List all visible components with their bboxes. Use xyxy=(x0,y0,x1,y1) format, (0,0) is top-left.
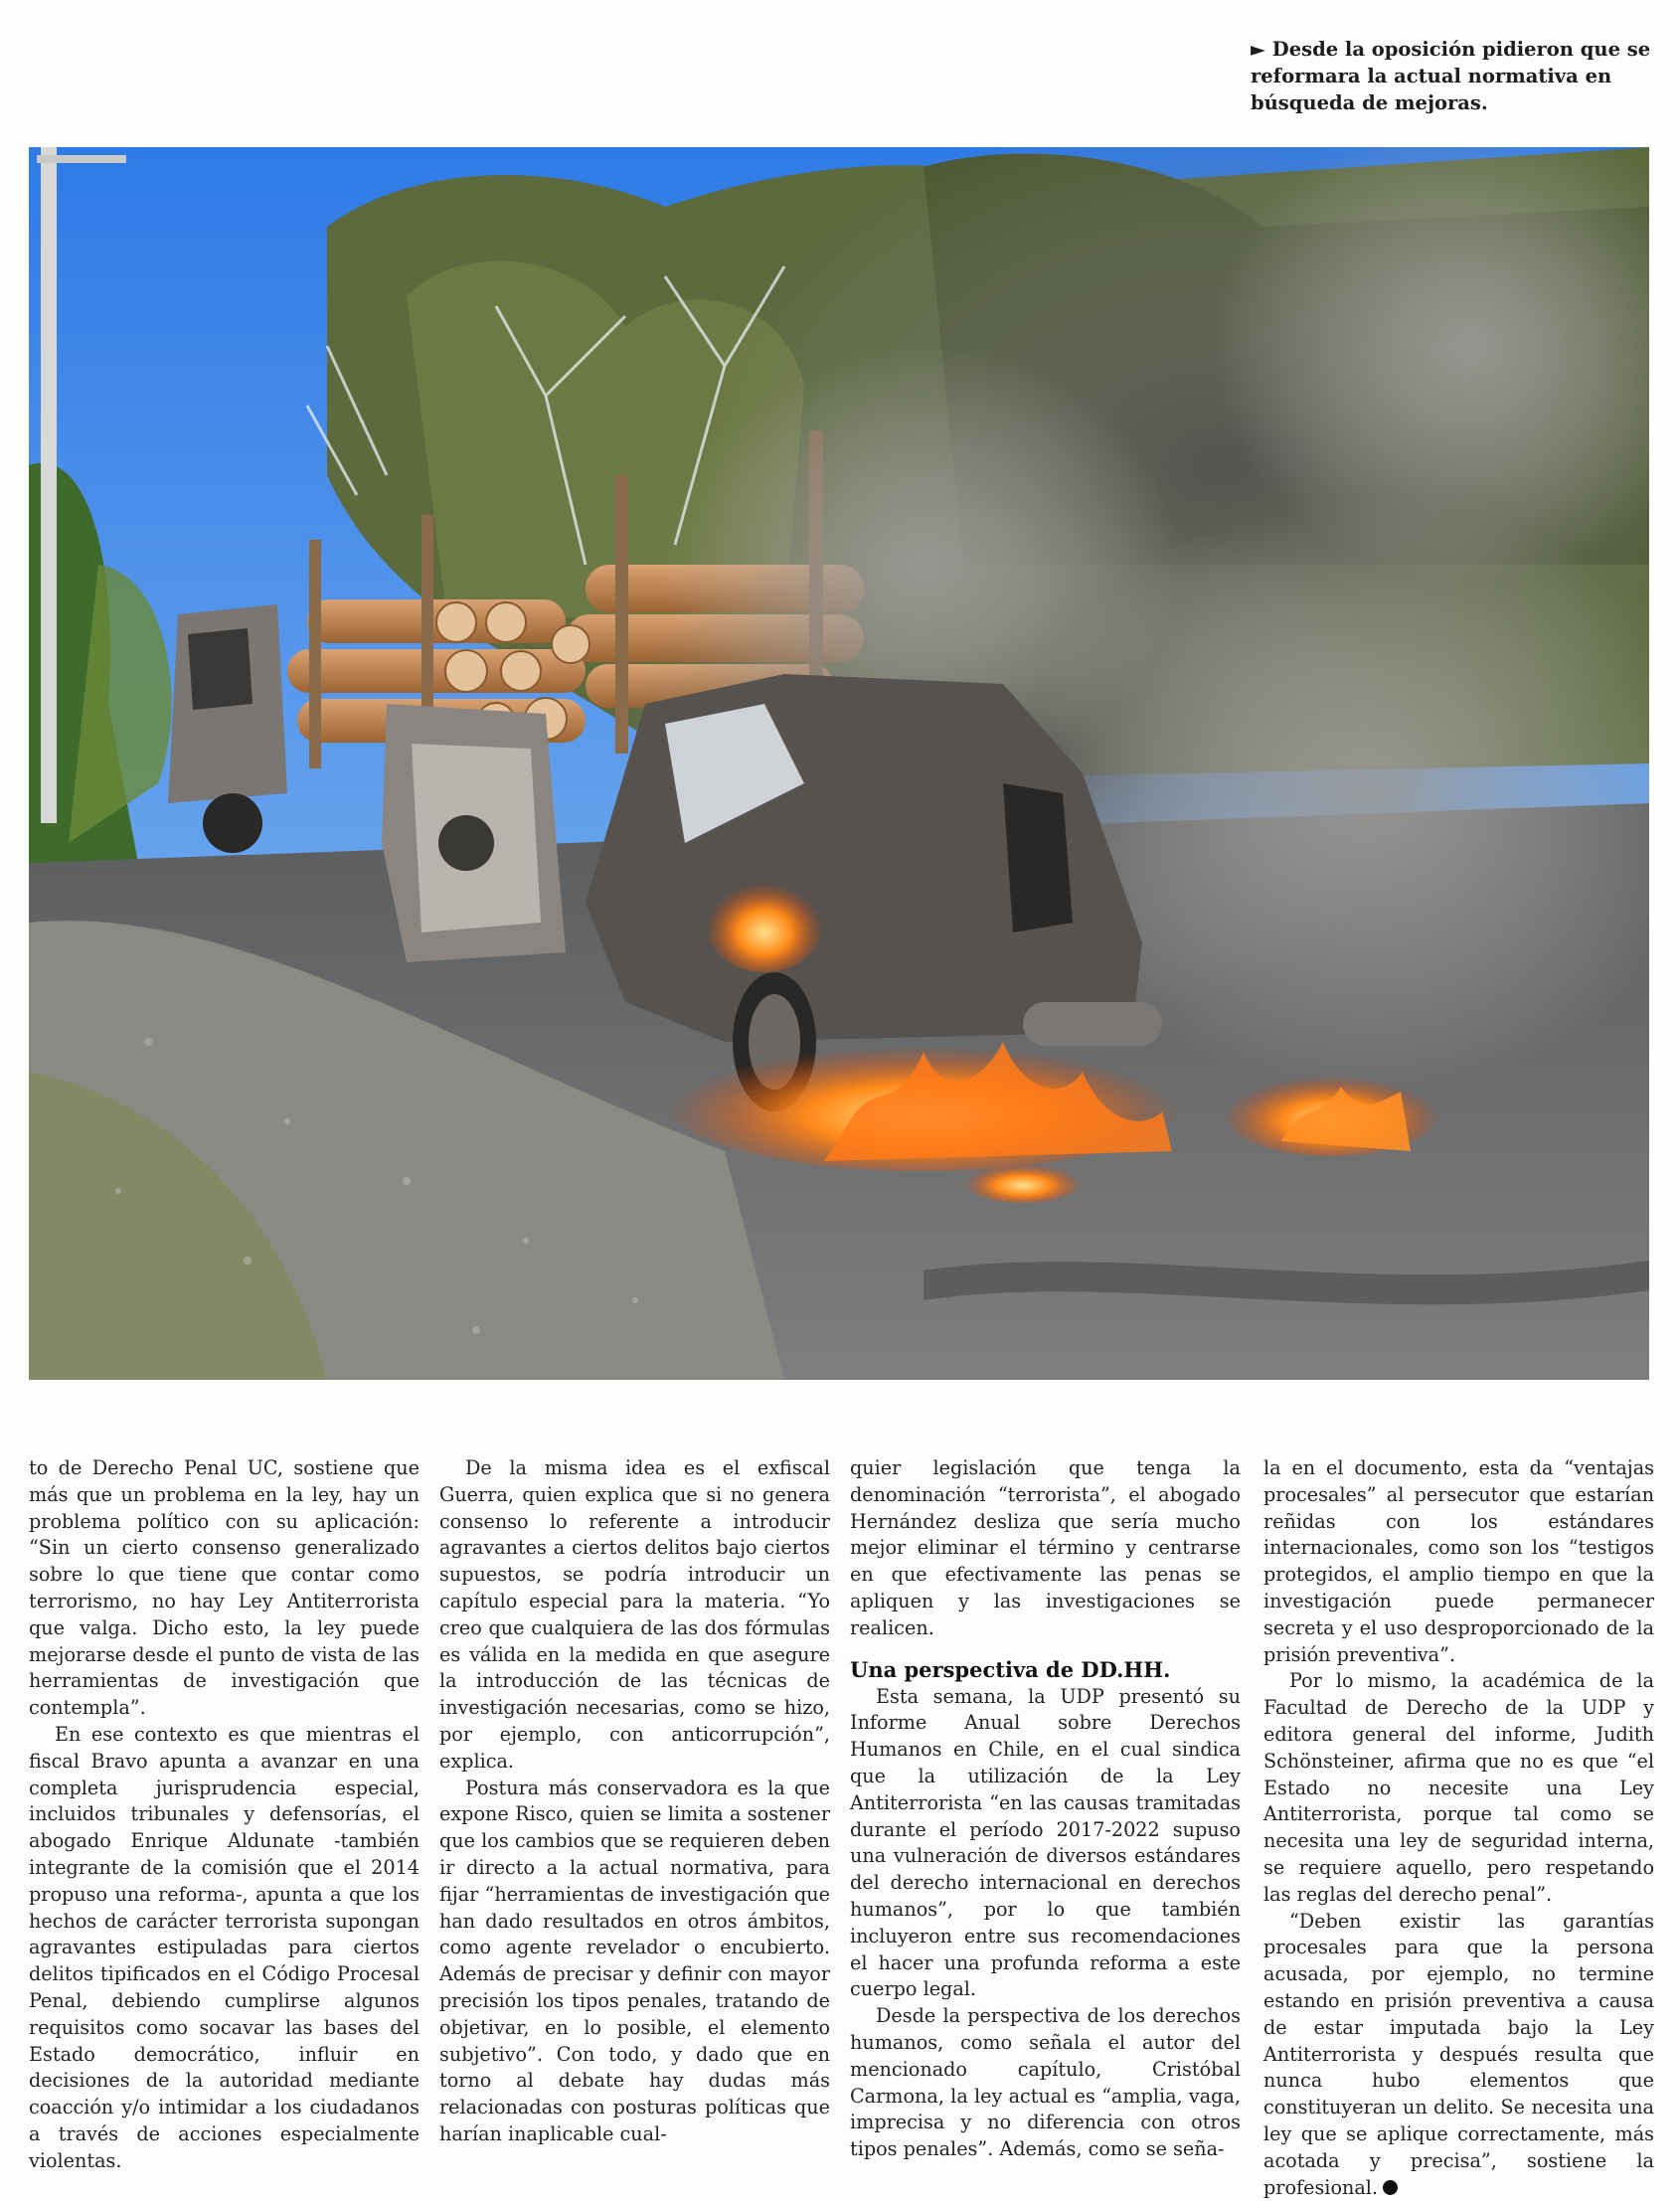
section-heading: Una perspectiva de DD.HH. xyxy=(850,1656,1171,1682)
paragraph: la en el documento, esta da “ventajas procesales” al persecutor que estarían reñidas con los estándares internacionales, como son los “testigos protegidos, el amplio tiempo en que la investigación puede permanecer secreta y el uso desproporcionado de la prisión preventiva”. xyxy=(1263,1456,1654,1666)
paragraph: De la misma idea es el exfiscal Guerra, quien explica que si no genera consenso lo referente a introducir agravantes a ciertos delitos bajo ciertos supuestos, se podría introducir un capítulo especial para la materia. “Yo creo que cualquiera de las dos fórmulas es válida en la medida en que asegure la introducción de las técnicas de investigación necesarias, como se hizo, por ejemplo, con anticorrupción”, explica. xyxy=(439,1456,830,1773)
paragraph: En ese contexto es que mientras el fiscal Bravo apunta a avanzar en una completa jurisprudencia especial, incluidos tribunales y defensorías, el abogado Enrique Aldunate -también integrante de la comisión que el 2014 propuso una reforma-, apunta a que los hechos de carácter terrorista supongan agravantes estipuladas para ciertos delitos tipificados en el Código Procesal Penal, debiendo cumplirse algunos requisitos como socavar las bases del Estado democrático, influir en decisiones de la autoridad mediante coacción y/o intimidar a los ciudadanos a través de acciones especialmente violentas. xyxy=(29,1722,420,2172)
paragraph: Desde la perspectiva de los derechos humanos, como señala el autor del mencionado capítulo, Cristóbal Carmona, la ley actual es “amplia, vaga, imprecisa y no diferencia con otros tipos penales”. Además, como se seña- xyxy=(850,2004,1241,2161)
article-column-3 xyxy=(850,1455,1241,2163)
paragraph: Esta semana, la UDP presentó su Informe Anual sobre Derechos Humanos en Chile, en el cual sindica que la utilización de la Ley Antiterrorista “en las causas tramitadas durante el período 2017-2022 supuso una vulneración de diversos estándares del derecho internacional en derechos humanos”, por lo que también incluyeron entre sus recomendaciones el hacer una profunda reforma a este cuerpo legal. xyxy=(850,1684,1241,2001)
caption-marker: ► xyxy=(1251,38,1265,61)
article-column-2 xyxy=(439,1455,830,2148)
paragraph-final xyxy=(1263,1909,1654,2201)
article-column-1 xyxy=(29,1455,420,2175)
article-column-4 xyxy=(1263,1455,1654,2201)
paragraph: quier legislación que tenga la denominación “terrorista”, el abogado Hernández desliza que sería mucho mejor eliminar el término y centrarse en que efectivamente las penas se apliquen y las investigaciones se realicen. xyxy=(850,1456,1241,1639)
burning-vehicles-illustration xyxy=(29,147,1649,1380)
final-paragraph-text: “Deben existir las garantías procesales para que la persona acusada, por ejemplo, no termine estando en prisión preventiva a causa de estar imputada bajo la Ley Antiterrorista y después resulta que nunca hubo elementos que constituyeran un delito. Se necesita una ley que se aplique correctamente, más acotada y precisa”, sostiene la profesional. xyxy=(1263,1909,1654,2199)
caption-text: Desde la oposición pidieron que se reformara la actual normativa en búsqueda de mejoras. xyxy=(1251,38,1651,114)
photo-caption xyxy=(1251,36,1660,116)
news-photo xyxy=(29,147,1649,1380)
end-of-article-dot-icon xyxy=(1383,2180,1398,2195)
paragraph: Postura más conservadora es la que expone Risco, quien se limita a sostener que los cambios que se requieren deben ir directo a la actual normativa, para fijar “herramientas de investigación que han dado resultados en otros ámbitos, como agente revelador o encubierto. Además de precisar y definir con mayor precisión los tipos penales, tratando de objetivar, en lo posible, el elemento subjetivo”. Con todo, y dado que en torno al debate hay dudas más relacionadas con posturas políticas que harían inaplicable cual- xyxy=(439,1776,830,2145)
paragraph: Por lo mismo, la académica de la Facultad de Derecho de la UDP y editora general del informe, Judith Schönsteiner, afirma que no es que “el Estado no necesite una Ley Antiterrorista, porque tal como se necesita una ley de seguridad interna, se requiere aquello, pero respetando las reglas del derecho penal”. xyxy=(1263,1669,1654,1906)
paragraph: to de Derecho Penal UC, sostiene que más que un problema en la ley, hay un problema político con su aplicación: “Sin un cierto consenso generalizado sobre lo que tiene que contar como terrorismo, no hay Ley Antiterrorista que valga. Dicho esto, la ley puede mejorarse desde el punto de vista de las herramientas de investigación que contempla”. xyxy=(29,1456,420,1720)
